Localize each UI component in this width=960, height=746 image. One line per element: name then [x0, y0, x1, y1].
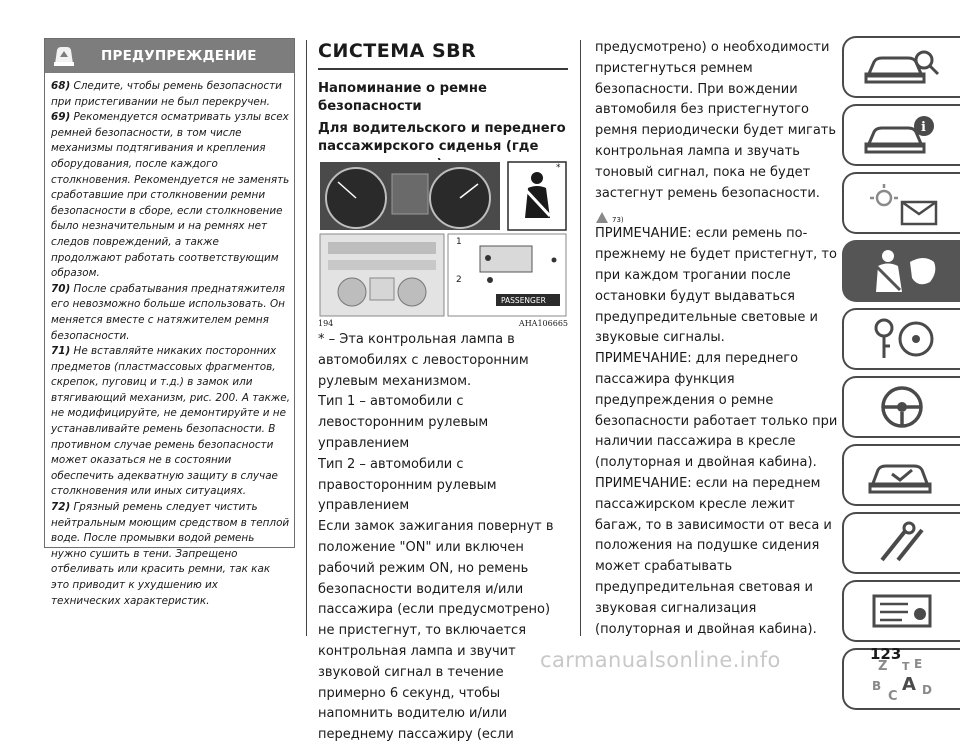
- steering-wheel-icon: [862, 384, 942, 430]
- note-paragraph-1: ПРИМЕЧАНИЕ: если ремень по-прежнему не будет пристегнут, то при каждом трогании после остановки будут выдаваться предупредительные световые и звуковые сигналы.: [595, 226, 837, 346]
- warning-paragraph-71: 71) Не вставляйте никаких посторонних предметов (пластмассовых фрагментов, скрепок, пуговиц и т.д.) в замок или втягивающий механизм, рис. 200. А также, не модифицируйте, не демонтируйте и не устанавливайте ремень безопасности. В противном случае ремень безопасности может оказаться не в состоянии обеспечить адекватную защиту в случае столкновения или иных ситуациях.: [51, 345, 291, 498]
- svg-text:*: *: [556, 163, 561, 173]
- tab-car-search[interactable]: [842, 36, 960, 98]
- svg-text:T: T: [902, 660, 910, 673]
- svg-text:C: C: [888, 689, 898, 702]
- page-number: 123: [870, 645, 902, 663]
- subsection-title-seats: Для водительского и переднего пассажирского сиденья (где: [318, 120, 566, 154]
- chapter-tabs: [842, 36, 960, 716]
- right-text: [595, 38, 843, 640]
- svg-text:D: D: [922, 683, 932, 697]
- section-title: СИСТЕМА SBR: [318, 40, 477, 62]
- reminder-paragraph: предусмотрено) о необходимости пристегнуться ремнем безопасности. При вождении автомобиля без пристегнутого ремня периодически будет мигать контрольная лампа и звучать тоновый сигнал, пока не будет застегнут ремень безопасности.: [595, 40, 837, 201]
- specs-gear-icon: [862, 588, 942, 634]
- svg-text:A: A: [902, 674, 916, 695]
- tab-specifications[interactable]: [842, 580, 960, 642]
- svg-text:2: 2: [456, 275, 462, 285]
- car-search-icon: [862, 44, 942, 90]
- note-paragraph-2: ПРИМЕЧАНИЕ: для переднего пассажира функция предупреждения о ремне безопасности работает только при наличии пассажира в кресле (полуторная и двойная кабина).: [595, 351, 838, 471]
- svg-text:1: 1: [456, 237, 462, 247]
- watermark: carmanualsonline.info: [540, 648, 781, 672]
- warning-car-icon: [45, 39, 83, 73]
- warning-paragraph-69: 69) Рекомендуется осматривать узлы всех ремней безопасности, в том числе механизмы подтягивания и крепления оборудования, после каждого столкновения. Рекомендуется не заменять сработавшие при столкновении ремни безопасности в сборе, если столкновение было незначительным и на ремнях нет следов повреждений, а также продолжают работать соответствующим образом.: [51, 111, 290, 280]
- seatbelt-warning-icon: [531, 172, 543, 184]
- svg-text:i: i: [921, 120, 926, 135]
- figure-number: 194: [318, 319, 334, 328]
- warning-paragraph-70: 70) После срабатывания преднатяжителя его невозможно больше использовать. Он меняется вместе с натяжителем ремня безопасности.: [51, 282, 285, 342]
- dashboard-illustration: [318, 160, 568, 320]
- svg-text:PASSENGER: PASSENGER: [501, 296, 546, 305]
- column-divider: [580, 40, 581, 636]
- figure-caption: [318, 319, 568, 328]
- seatbelt-airbag-icon: [862, 248, 942, 294]
- tab-maintenance[interactable]: [842, 512, 960, 574]
- svg-text:E: E: [914, 657, 923, 671]
- warning-paragraph-68: 68) Следите, чтобы ремень безопасности при пристегивании не был перекручен.: [51, 80, 282, 108]
- tab-driving[interactable]: [842, 376, 960, 438]
- note-paragraph-3: ПРИМЕЧАНИЕ: если на переднем пассажирском кресле лежит багаж, то в зависимости от веса и положения на подушке сидения может срабатывать предупредительная световая и звуковая сигнализация (полуторная и двойная кабина).: [595, 475, 832, 637]
- title-rule: [318, 68, 568, 70]
- ignition-text: Если замок зажигания повернут в положение "ON" или включен рабочий режим ON, но ремень безопасности водителя и/или пассажира (если предусмотрено) не пристегнут, то включается контрольная лампа и звучит звуковой сигнал в течение примерно 6 секунд, чтобы напомнить водителю и/или переднему пассажиру (если: [318, 519, 554, 743]
- key-ignition-icon: [862, 316, 942, 362]
- type2-text: Тип 2 – автомобили с правосторонним рулевым управлением: [318, 456, 497, 514]
- warning-body: [45, 73, 294, 609]
- warning-box: [44, 38, 295, 607]
- small-warning-icon: [595, 211, 609, 224]
- footnote-text: * – Эта контрольная лампа в автомобилях с левосторонним рулевым механизмом.: [318, 332, 529, 389]
- dashboard-figure: [318, 160, 568, 325]
- subsection-title: Напоминание о ремне безопасности: [318, 80, 487, 114]
- middle-text: [318, 330, 570, 746]
- car-service-icon: [862, 452, 942, 498]
- tools-icon: [862, 520, 942, 566]
- warning-lights-icon: [862, 180, 942, 226]
- section-header: [318, 38, 568, 174]
- warning-title: ПРЕДУПРЕЖДЕНИЕ: [101, 48, 257, 64]
- svg-text:B: B: [872, 679, 882, 693]
- tab-safety[interactable]: [842, 240, 960, 302]
- svg-text:Z: Z: [878, 659, 888, 674]
- figure-code: AHA106665: [518, 319, 568, 328]
- tab-warning-lights[interactable]: [842, 172, 960, 234]
- car-info-icon: [862, 112, 942, 158]
- type1-text: Тип 1 – автомобили с левосторонним рулевым управлением: [318, 394, 489, 451]
- warning-header: [45, 39, 294, 73]
- column-divider: [306, 40, 307, 636]
- tab-starting[interactable]: [842, 308, 960, 370]
- warning-reference: 73): [595, 204, 843, 224]
- tab-emergency[interactable]: [842, 444, 960, 506]
- tab-car-info[interactable]: [842, 104, 960, 166]
- warning-paragraph-72: 72) Грязный ремень следует чистить нейтральным моющим средством в теплой воде. После промывки водой ремень нужно сушить в тени. Запрещено отбеливать или красить ремни, так как это приводит к ухудшению их технических характеристик.: [51, 501, 290, 607]
